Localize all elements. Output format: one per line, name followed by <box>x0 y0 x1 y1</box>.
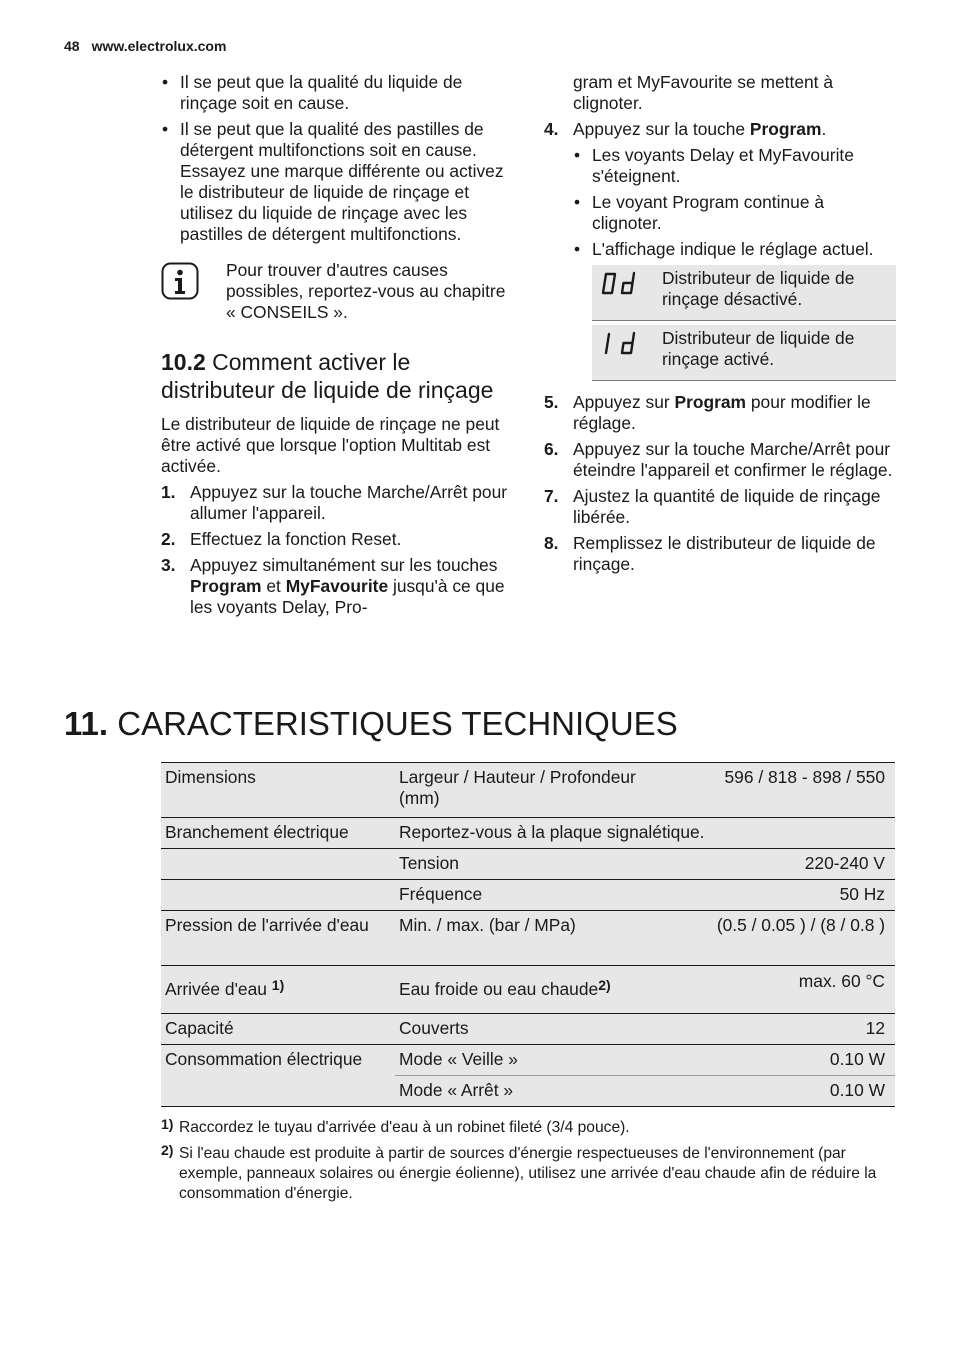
technical-specs-table <box>161 762 895 1107</box>
section-heading <box>161 348 513 404</box>
info-icon <box>161 262 199 305</box>
info-note <box>161 260 513 324</box>
right-column <box>544 72 896 580</box>
table-row <box>161 966 895 1014</box>
spec-sub-label <box>395 966 659 1014</box>
step-item <box>544 119 896 140</box>
table-row <box>161 1045 895 1076</box>
footnote-text: Si l'eau chaude est produite à partir de sources d'énergie respectueuses de l'environnement (par exemple, panneaux solaires ou énergie éolienne), utilisez une arrivée d'eau chaude afin de réduire la consommation d'énergie. <box>179 1145 877 1202</box>
step-item <box>544 533 896 575</box>
section-number: 10.2 <box>161 349 206 375</box>
step-text: Appuyez sur la touche Marche/Arrêt pour éteindre l'appareil et confirmer le réglage. <box>573 439 893 480</box>
spec-sub-label: Min. / max. (bar / MPa) <box>395 911 659 966</box>
page-number: 48 <box>64 38 80 54</box>
step-item <box>544 486 896 528</box>
program-key-label: Program <box>674 392 747 412</box>
footnote <box>161 1144 891 1204</box>
footnote-text: Raccordez le tuyau d'arrivée d'eau à un robinet fileté (3/4 pouce). <box>179 1119 630 1136</box>
step-text-pre: Appuyez simultanément sur les touches <box>190 555 498 575</box>
sub-bullet: • L'affichage indique le réglage actuel. <box>572 239 896 260</box>
spec-value: 50 Hz <box>659 880 895 911</box>
spec-sub-label: Couverts <box>395 1014 659 1045</box>
sub-bullet: • Le voyant Program continue à clignoter. <box>572 192 896 234</box>
step-text-pre: Appuyez sur <box>573 392 675 412</box>
spec-sub-label: Fréquence <box>395 880 659 911</box>
spec-value: 0.10 W <box>659 1076 895 1107</box>
site-url: www.electrolux.com <box>91 38 227 54</box>
footnote-mark: 1) <box>161 1116 174 1132</box>
spec-sub-label: Mode « Veille » <box>395 1045 659 1076</box>
step-number: 4. <box>544 119 559 139</box>
chapter-title: CARACTERISTIQUES TECHNIQUES <box>117 705 678 742</box>
footnote <box>161 1118 891 1138</box>
table-row <box>161 911 895 966</box>
spec-value: (0.5 / 0.05 ) / (8 / 0.8 ) <box>659 911 895 966</box>
spec-sub-label: Tension <box>395 849 659 880</box>
display-code-1d-icon <box>592 327 662 377</box>
spec-label <box>161 966 395 1014</box>
table-row <box>161 763 895 818</box>
table-row <box>161 880 895 911</box>
chapter-number: 11. <box>64 705 109 742</box>
bullet-item: • Il se peut que la qualité des pastilles de détergent multifonctions soit en cause. Essayez une marque différente ou activez le distributeur de liquide de rinçage et utilisez du liquide de rinçage avec les pastilles de détergent multifonctions. <box>161 119 513 245</box>
step-text: Remplissez le distributeur de liquide de rinçage. <box>573 533 876 574</box>
sub-bullet: • Les voyants Delay et MyFavourite s'éteignent. <box>572 145 896 187</box>
step-item <box>544 439 896 481</box>
table-row <box>161 849 895 880</box>
step-number: 1. <box>161 482 176 502</box>
spec-label: Pression de l'arrivée d'eau <box>161 911 395 966</box>
page-header <box>64 38 226 54</box>
section-intro: Le distributeur de liquide de rinçage ne peut être activé que lorsque l'option Multitab est activée. <box>161 414 500 476</box>
step-text: Ajustez la quantité de liquide de rinçage libérée. <box>573 486 881 527</box>
spec-sub-label: Mode « Arrêt » <box>395 1076 659 1107</box>
spec-label-empty <box>161 849 395 880</box>
step-item <box>161 482 513 524</box>
step-number: 2. <box>161 529 176 549</box>
spec-value: max. 60 °C <box>659 966 895 1014</box>
spec-value: 596 / 818 - 898 / 550 <box>659 763 895 818</box>
step-text-mid: et <box>261 576 286 596</box>
spec-sub-label: Largeur / Hauteur / Profondeur (mm) <box>395 763 659 818</box>
step-text-post: . <box>821 119 827 139</box>
display-code-0d-icon <box>592 267 662 317</box>
step-number: 3. <box>161 555 176 575</box>
display-description: Distributeur de liquide de rinçage activé. <box>662 328 855 369</box>
step-text-pre: Appuyez sur la touche <box>573 119 750 139</box>
footnote-ref: 2) <box>598 977 611 993</box>
program-key-label: Program <box>190 576 262 596</box>
step-item <box>161 555 513 618</box>
spec-value: 220-240 V <box>659 849 895 880</box>
spec-label-text: Arrivée d'eau <box>165 979 267 999</box>
footnote-mark: 2) <box>161 1142 174 1158</box>
myfavourite-key-label: MyFavourite <box>285 576 389 596</box>
spec-label: Branchement électrique <box>161 818 395 849</box>
spec-sub-label: Reportez-vous à la plaque signalétique. <box>395 818 895 849</box>
spec-label: Capacité <box>161 1014 395 1045</box>
step-item <box>161 529 513 550</box>
display-description: Distributeur de liquide de rinçage désactivé. <box>662 268 855 309</box>
spec-label: Dimensions <box>161 763 395 818</box>
spec-value: 12 <box>659 1014 895 1045</box>
section-title: Comment activer le distributeur de liquide de rinçage <box>161 349 494 403</box>
display-code-table <box>592 265 896 381</box>
step-number: 6. <box>544 439 559 459</box>
footnote-ref: 1) <box>271 977 285 993</box>
step-text-post: pour modifier le réglage. <box>573 392 871 433</box>
table-row <box>161 818 895 849</box>
left-column <box>161 72 513 623</box>
program-key-label: Program <box>749 119 822 139</box>
display-row <box>592 265 896 321</box>
step-continuation: gram et MyFavourite se mettent à clignoter. <box>573 72 833 113</box>
step-text: Effectuez la fonction Reset. <box>190 529 402 549</box>
chapter-heading <box>64 702 678 746</box>
step-text: Appuyez sur la touche Marche/Arrêt pour allumer l'appareil. <box>190 482 508 523</box>
display-row <box>592 325 896 381</box>
bullet-item: • Il se peut que la qualité du liquide de rinçage soit en cause. <box>161 72 513 114</box>
step-number: 7. <box>544 486 559 506</box>
step-number: 5. <box>544 392 559 412</box>
spec-label-empty <box>161 880 395 911</box>
spec-label: Consommation électrique <box>161 1045 395 1107</box>
step-item <box>544 392 896 434</box>
info-note-text: Pour trouver d'autres causes possibles, reportez-vous au chapitre « CONSEILS ». <box>226 260 506 322</box>
spec-sub-label-text: Eau froide ou eau chaude <box>399 979 599 999</box>
spec-value: 0.10 W <box>659 1045 895 1076</box>
table-row <box>161 1014 895 1045</box>
step-text-post: jusqu'à ce que les voyants Delay, Pro- <box>190 576 505 617</box>
step-number: 8. <box>544 533 559 553</box>
